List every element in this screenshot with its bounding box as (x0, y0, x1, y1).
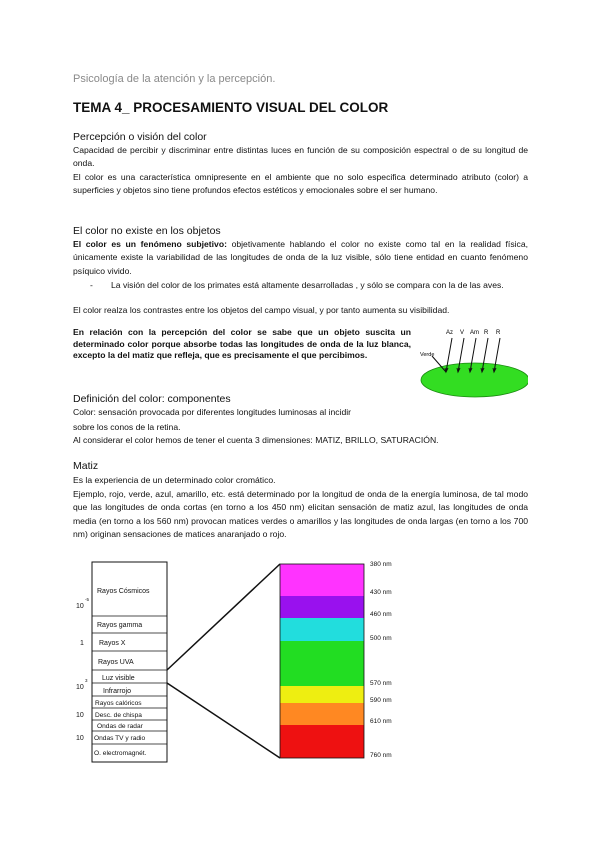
paragraph: Al considerar el color hemos de tener el cuenta 3 dimensiones: MATIZ, BRILLO, SATURACIÓN. (73, 435, 439, 445)
zoom-connector-lines (167, 564, 280, 758)
ray-label-am: Am (470, 330, 479, 336)
bullet-item: La visión del color de los primates está altamente desarrolladas , y sólo se compara con la de las aves. (111, 280, 504, 290)
band-electromagnet: O. electromagnét. (94, 750, 147, 757)
ray-label-v: V (460, 330, 465, 336)
wavelength-label: 460 nm (370, 611, 392, 618)
scale-exponent: 3 (85, 678, 88, 683)
scale-tick: 1 (80, 640, 84, 647)
spectrum-band (280, 596, 364, 618)
wavelength-label: 590 nm (370, 697, 392, 704)
document-header: Psicología de la atención y la percepción. (73, 73, 276, 85)
spectrum-band (280, 686, 364, 703)
paragraph: El color es una característica omnipresente en el ambiente que no solo especifica determinado atributo (color) a superficies y objetos sino tiene profundos efectos estéticos y emocionales sobre el ser humano. (73, 172, 528, 196)
wavelength-label: 380 nm (370, 561, 392, 568)
scale-tick: 10 (76, 735, 84, 742)
ray-label-az: Az (446, 330, 454, 336)
paragraph: Color: sensación provocada por diferentes longitudes luminosas al incidir (73, 407, 352, 417)
band-luz-visible: Luz visible (102, 675, 135, 682)
verde-label: Verde (420, 352, 435, 358)
scale-tick: 10 (76, 712, 84, 719)
bold-paragraph: En relación con la percepción del color se sabe que un objeto suscita un determinado color porque absorbe todas las longitudes de onda de la luz blanca, excepto la del matiz que refleja, que es precisamente el que percibimos. (73, 327, 411, 360)
scale-exponent: -5 (85, 597, 90, 602)
paragraph: El color realza los contrastes entre los objetos del campo visual, y por tanto aumenta su visibilidad. (73, 305, 450, 315)
scale-tick: 10 (76, 603, 84, 610)
band-rayos-cosmicos: Rayos Cósmicos (97, 588, 150, 595)
spectrum-band (280, 564, 364, 596)
band-rayos-x: Rayos X (99, 640, 126, 647)
wavelength-label: 500 nm (370, 635, 392, 642)
color-reflection-figure (418, 322, 528, 400)
spectrum-band (280, 618, 364, 641)
paragraph (73, 238, 528, 278)
band-ondas-radar: Ondas de radar (97, 723, 143, 730)
lead-text: objetivamente hablando el color no existe como tal en la realidad física, únicamente existe la variabilidad de las longitudes de onda de la luz visible, sólo tiene entidad en cuanto fenómeno psíquico vivido. (73, 239, 528, 276)
bullet-marker: - (90, 280, 93, 290)
bold-lead: El color es un fenómeno subjetivo: (73, 239, 227, 249)
band-desc-chispa: Desc. de chispa (95, 712, 142, 719)
band-rayos-caloricos: Rayos calóricos (95, 700, 142, 707)
wavelength-label: 610 nm (370, 718, 392, 725)
ray-label-r2: R (496, 330, 501, 336)
scale-tick: 10 (76, 684, 84, 691)
paragraph: Es la experiencia de un determinado color cromático. (73, 475, 276, 485)
paragraph: Ejemplo, rojo, verde, azul, amarillo, etc. está determinado por la longitud de onda de la energía luminosa, de tal modo que las longitudes de onda cortas (en torno a los 450 nm) elicitan sensación de matiz azul, las longitudes de onda media (en torno a los 560 nm) provocan matices verdes o amarillos y las longitudes de onda largas (en torno a los 700 nm) originan sensaciones de matices anaranjado o rojo. (73, 489, 528, 539)
band-ondas-tv-radio: Ondas TV y radio (94, 735, 146, 742)
spectrum-band (280, 703, 364, 725)
wavelength-label: 570 nm (370, 680, 392, 687)
wavelength-label: 760 nm (370, 752, 392, 759)
spectrum-band (280, 641, 364, 686)
section-heading-perception: Percepción o visión del color (73, 131, 207, 143)
electromagnetic-spectrum-figure (70, 556, 430, 766)
band-rayos-gamma: Rayos gamma (97, 622, 143, 629)
wavelength-label: 430 nm (370, 589, 392, 596)
ray-label-r: R (484, 330, 489, 336)
band-rayos-uva: Rayos UVA (98, 659, 134, 666)
section-heading-definition: Definición del color: componentes (73, 393, 231, 405)
paragraph: Capacidad de percibir y discriminar entre distintas luces en función de su composición espectral o de su longitud de onda. (73, 145, 528, 169)
spectrum-band (280, 725, 364, 758)
section-heading-matiz: Matiz (73, 460, 99, 472)
band-infrarrojo: Infrarrojo (103, 688, 132, 695)
paragraph: sobre los conos de la retina. (73, 422, 181, 432)
page-title: TEMA 4_ PROCESAMIENTO VISUAL DEL COLOR (73, 100, 389, 115)
green-surface (421, 363, 528, 397)
section-heading-color-not-exist: El color no existe en los objetos (73, 225, 221, 237)
